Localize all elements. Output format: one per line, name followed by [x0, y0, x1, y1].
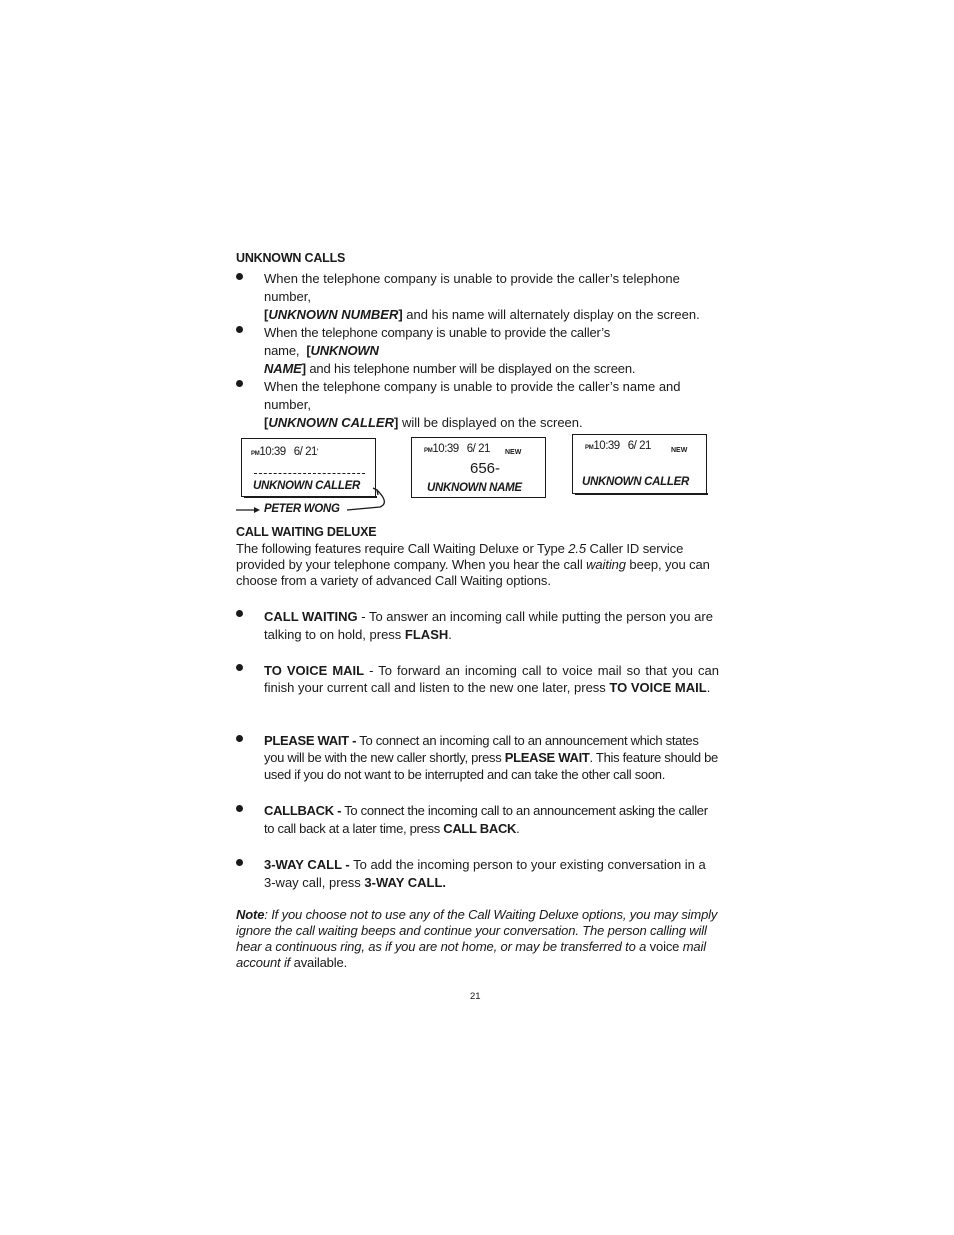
lcd-caller-name: UNKNOWN CALLER — [253, 480, 360, 492]
bullet-icon — [236, 326, 243, 333]
lcd-time: 10:39 — [259, 446, 286, 458]
bullet-icon — [236, 805, 243, 812]
voice-mail-option — [264, 662, 719, 696]
intro-text: beep, you can choose from a variety of advanced Call Waiting options. — [236, 557, 710, 588]
option-text: - To answer an incoming call while putting the person you are talking to on hold, press — [264, 609, 713, 642]
waiting-word: waiting — [586, 557, 626, 572]
option-text: . — [516, 821, 520, 836]
type-number: 2.5 — [568, 541, 587, 556]
bracket: [ — [264, 415, 269, 430]
lcd-tick: ' — [316, 447, 319, 457]
new-indicator: NEW — [505, 449, 522, 456]
item-text: and his name will alternately display on the screen. — [402, 307, 700, 322]
unknown-name-term: NAME — [264, 361, 302, 376]
lcd-clock — [424, 443, 490, 455]
item-text: When the telephone company is unable to provide the caller’s name, — [264, 325, 611, 358]
unknown-caller-item — [264, 378, 719, 432]
call-waiting-intro — [236, 541, 720, 589]
intro-text: The following features require Call Waiting Deluxe or Type — [236, 541, 569, 556]
bullet-icon — [236, 735, 243, 742]
option-text: To connect an incoming call to an announcement which states you will be with the new caller shortly, press — [264, 733, 699, 765]
key-name: CALL BACK — [443, 821, 517, 836]
option-label: CALL WAITING — [264, 609, 358, 624]
note-text: : If you choose not to use any of the Call Waiting Deluxe options, you may simply ignore the call waiting beeps and continue your conversation. The person calling will hear a continuous ring, as if you are not home, or may be transferred to a — [236, 907, 718, 954]
bracket: ] — [398, 307, 403, 322]
bracket: [ — [264, 307, 269, 322]
three-way-call-option — [264, 856, 716, 892]
lcd-display-2 — [411, 437, 546, 498]
lcd-caller-name: UNKNOWN CALLER — [582, 476, 689, 488]
option-text: . — [448, 627, 452, 642]
section-heading-unknown-calls: UNKNOWN CALLS — [236, 251, 346, 265]
bullet-icon — [236, 610, 243, 617]
key-name: PLEASE WAIT — [504, 750, 590, 765]
bullet-icon — [236, 273, 243, 280]
lcd-time: 10:39 — [432, 443, 459, 455]
note-text: mail account if — [236, 939, 706, 970]
note-paragraph — [236, 907, 720, 971]
lcd-clock — [585, 440, 651, 452]
option-text: . This feature should be used if you do not want to be interrupted and can take the other call soon. — [264, 750, 718, 782]
option-label: TO VOICE MAIL — [264, 663, 365, 678]
lcd-display-3 — [572, 434, 707, 494]
unknown-caller-term: UNKNOWN CALLER — [268, 415, 394, 430]
unknown-name-term: UNKNOWN — [310, 343, 379, 358]
unknown-number-term: UNKNOWN NUMBER — [268, 307, 399, 322]
pm-indicator: PM — [251, 451, 260, 457]
lcd-clock — [251, 446, 318, 458]
option-label: 3-WAY CALL - — [264, 857, 350, 872]
option-label: PLEASE WAIT - — [264, 733, 357, 748]
option-label: CALLBACK - — [264, 803, 342, 818]
bullet-icon — [236, 664, 243, 671]
note-text: available. — [290, 955, 348, 970]
pm-indicator: PM — [585, 445, 594, 451]
lcd-dashes — [254, 473, 365, 474]
new-indicator: NEW — [671, 447, 688, 454]
option-text: To connect the incoming call to an announcement asking the caller to call back at a later time, press — [264, 803, 708, 836]
unknown-name-item — [264, 324, 719, 378]
bullet-icon — [236, 380, 243, 387]
lcd-date: 6/ 21 — [466, 443, 490, 455]
call-waiting-option — [264, 608, 719, 644]
key-name: 3-WAY CALL. — [364, 875, 447, 890]
bracket: ] — [394, 415, 399, 430]
lcd-date: 6/ 21 — [293, 446, 317, 458]
section-heading-call-waiting-deluxe: CALL WAITING DELUXE — [236, 525, 377, 539]
item-text: will be displayed on the screen. — [398, 415, 583, 430]
key-name: FLASH — [404, 627, 449, 642]
unknown-number-item — [264, 270, 719, 324]
page-number: 21 — [470, 991, 481, 1002]
bracket: ] — [301, 361, 306, 376]
lcd-time: 10:39 — [593, 440, 620, 452]
item-text: When the telephone company is unable to provide the caller’s name and number, — [264, 379, 681, 412]
bullet-icon — [236, 859, 243, 866]
item-text: When the telephone company is unable to provide the caller’s telephone number, — [264, 271, 680, 304]
option-text: To add the incoming person to your existing conversation in a 3-way call, press — [264, 857, 706, 890]
intro-text: Caller ID service provided by your telephone company. When you hear the call — [236, 541, 684, 572]
option-text: . — [706, 680, 711, 695]
bracket: [ — [306, 343, 311, 358]
alternate-caller-name: PETER WONG — [264, 503, 340, 515]
callback-option — [264, 802, 719, 838]
note-label: Note — [236, 907, 265, 922]
item-text: and his telephone number will be displayed on the screen. — [305, 361, 636, 376]
key-name: TO VOICE MAIL — [609, 680, 707, 695]
lcd-caller-name: UNKNOWN NAME — [427, 482, 522, 494]
please-wait-option — [264, 732, 719, 783]
note-text: voice — [649, 939, 680, 954]
pm-indicator: PM — [424, 448, 433, 454]
lcd-date: 6/ 21 — [627, 440, 651, 452]
option-text: - To forward an incoming call to voice mail so that you can finish your current call and listen to the new one later, press — [264, 663, 720, 695]
lcd-caller-number: 656- — [470, 460, 501, 477]
